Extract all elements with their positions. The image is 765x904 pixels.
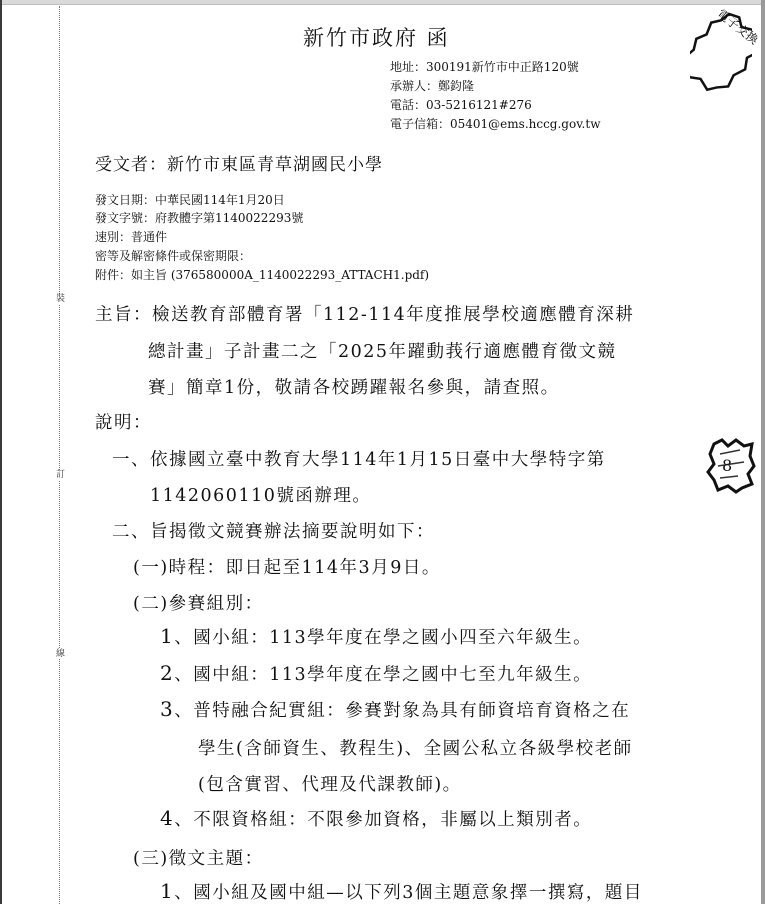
email-line: 電子信箱：05401@ems.hccg.gov.tw	[390, 117, 601, 131]
sub-item-groups: (二)參賽組別：	[133, 594, 264, 614]
seal-text: 電子交換	[714, 6, 761, 48]
group-item-inclusive-line-3: (包含實習、代理及代課教師)。	[198, 775, 462, 795]
speed-class: 速別：普通件	[95, 230, 168, 244]
attachment-line: 附件：如主旨 (376580000A_1140022293_ATTACH1.pdf)	[95, 268, 430, 282]
binding-mark-xian: 線	[56, 649, 66, 659]
sub-item-schedule: (一)時程：即日起至114年3月9日。	[133, 558, 441, 578]
subject-line-1: 主旨：檢送教育部體育署「112-114年度推展學校適應體育深耕	[95, 305, 635, 325]
item2-heading: 二、旨揭徵文競賽辦法摘要說明如下：	[112, 522, 435, 542]
sub-item-themes: (三)徵文主題：	[133, 849, 264, 869]
group-item-elementary: 1、國小組：113學年度在學之國小四至六年級生。	[160, 624, 593, 648]
document-title: 新竹市政府 函	[303, 26, 450, 50]
group-item-inclusive-line-2: 學生(含師資生、教程生)、全國公私立各級學校老師	[198, 739, 633, 759]
group-item-junior-high: 2、國中組：113學年度在學之國中七至九年級生。	[160, 661, 593, 685]
group-item-open: 4、不限資格組：不限參加資格，非屬以上類別者。	[160, 806, 593, 830]
page-seal-number: 8	[722, 456, 733, 475]
handler-line: 承辦人：鄭鈞隆	[390, 79, 475, 93]
theme-item-1: 1、國小組及國中組—以下列3個主題意象擇一撰寫，題目	[160, 879, 643, 903]
document-number: 發文字號：府教體字第1140022293號	[95, 211, 304, 225]
phone-line: 電話：03-5216121#276	[390, 98, 532, 112]
secrecy-level: 密等及解密條件或保密期限：	[95, 249, 252, 263]
viewer-top-edge	[0, 0, 765, 5]
item1-line-1: 一、依據國立臺中教育大學114年1月15日臺中大學特字第	[112, 450, 606, 470]
address-line: 地址：300191新竹市中正路120號	[390, 60, 579, 74]
explanation-heading: 說明：	[95, 413, 152, 433]
subject-line-2: 總計畫」子計畫二之「2025年躍動莪行適應體育徵文競	[148, 342, 617, 362]
viewer-right-edge	[761, 0, 765, 904]
group-item-inclusive: 3、普特融合紀實組：參賽對象為具有師資培育資格之在	[160, 697, 631, 721]
viewer-left-edge	[0, 0, 2, 904]
binding-mark-zhuang: 裝	[56, 294, 66, 304]
binding-mark-ding: 訂	[56, 470, 66, 480]
item1-line-2: 1142060110號函辦理。	[150, 486, 372, 506]
issue-date: 發文日期：中華民國114年1月20日	[95, 193, 285, 207]
subject-line-3: 賽」簡章1份，敬請各校踴躍報名參與，請查照。	[148, 378, 560, 398]
recipient: 受文者：新竹市東區青草湖國民小學	[95, 155, 383, 175]
binding-line	[59, 6, 60, 904]
